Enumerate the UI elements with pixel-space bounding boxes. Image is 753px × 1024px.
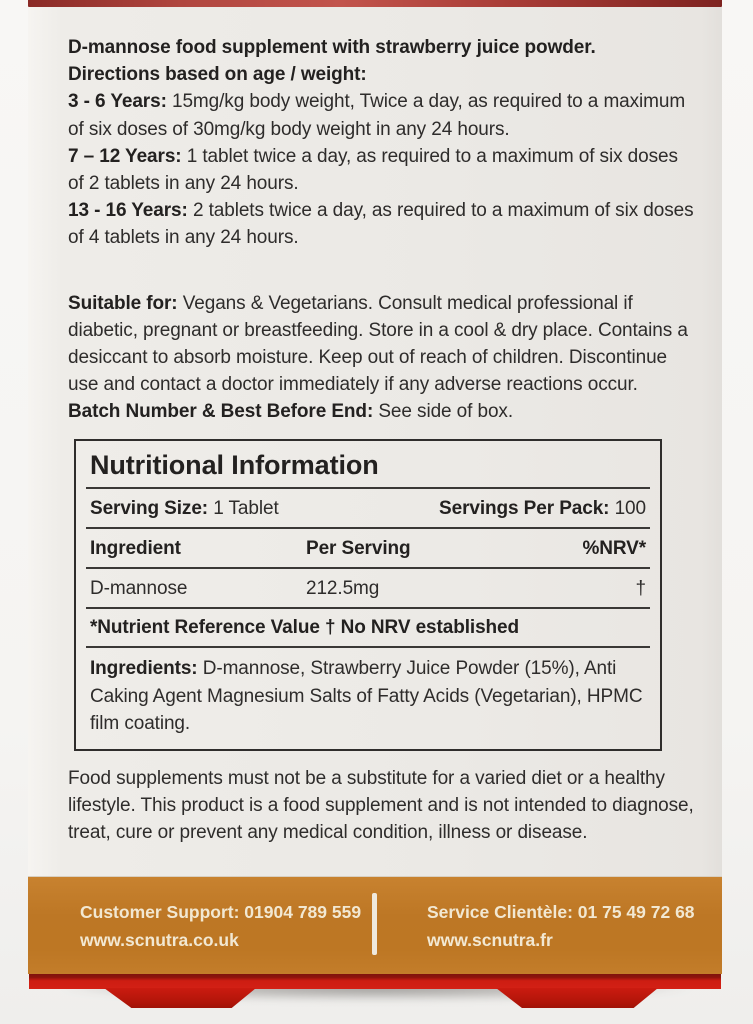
box-bottom-flaps <box>28 974 722 1014</box>
footer-contact-bar <box>28 876 722 974</box>
cell-nrv: † <box>635 578 646 600</box>
direction-text: 2 tablets twice a day, as required to a maximum of six doses of 4 tablets in any 24 hours. <box>68 200 694 249</box>
col-per-serving: Per Serving <box>306 537 411 559</box>
suitable-paragraph <box>68 290 698 399</box>
batch-label: Batch Number & Best Before End: <box>68 401 374 423</box>
ingredients-paragraph <box>76 648 660 749</box>
ingredients-label: Ingredients: <box>90 658 198 680</box>
table-header-row <box>76 529 660 567</box>
label-panel <box>28 7 722 876</box>
cell-ingredient: D-mannose <box>90 578 188 600</box>
bottom-flap-right <box>496 988 658 1009</box>
direction-age-label: 3 - 6 Years: <box>68 91 167 113</box>
footer-divider <box>372 893 377 955</box>
box-top-red-edge <box>28 0 722 7</box>
direction-age-label: 13 - 16 Years: <box>68 200 188 222</box>
col-ingredient: Ingredient <box>90 537 181 559</box>
legal-disclaimer: Food supplements must not be a substitute for a varied diet or a healthy lifestyle. This product is a food supplement and is not intended to diagnose, treat, cure or prevent any medical condition, illness or disease. <box>68 768 694 844</box>
batch-text: See side of box. <box>378 401 514 423</box>
suitability-block <box>68 290 698 426</box>
suitable-text: Vegans & Vegetarians. Consult medical professional if diabetic, pregnant or breastfeeding. Store in a cool & dry place. Contains a desiccant to absorb moisture. Keep out of reach of children. Discontinue use and contact a doctor immediately if any adverse reactions occur. <box>68 292 688 396</box>
direction-text: 15mg/kg body weight, Twice a day, as required to a maximum of six doses of 30mg/kg body weight in any 24 hours. <box>68 91 686 140</box>
bottom-red-strip <box>29 974 721 989</box>
product-title <box>68 34 698 61</box>
direction-line-13-16 <box>68 197 698 251</box>
service-clientele-line: Service Clientèle: 01 75 49 72 68 <box>427 901 695 922</box>
table-row <box>76 569 660 607</box>
direction-age-label: 7 – 12 Years: <box>68 145 182 167</box>
customer-support-line: Customer Support: 01904 789 559 <box>80 901 362 922</box>
ingredients-text: D-mannose, Strawberry Juice Powder (15%), Anti Caking Agent Magnesium Salts of Fatty Acids (Vegetarian), HPMC film coating. <box>90 658 643 734</box>
batch-line <box>68 398 698 425</box>
direction-text: 1 tablet twice a day, as required to a maximum of six doses of 2 tablets in any 24 hours. <box>68 145 678 195</box>
fr-website: www.scnutra.fr <box>427 929 553 950</box>
serving-row <box>76 489 660 527</box>
box-back-panel <box>28 0 722 1014</box>
direction-line-3-6 <box>68 88 698 142</box>
nrv-footnote: *Nutrient Reference Value † No NRV established <box>90 617 520 639</box>
nutrition-title: Nutritional Information <box>90 449 379 480</box>
uk-website: www.scnutra.co.uk <box>80 929 239 950</box>
servings-per-pack: Servings Per Pack: 100 <box>439 497 646 519</box>
suitable-label: Suitable for: <box>68 292 178 314</box>
product-title-text: D-mannose food supplement with strawberry juice powder. <box>68 37 596 58</box>
footer-uk-contact <box>28 898 372 954</box>
col-nrv: %NRV* <box>582 537 646 559</box>
footer-fr-contact <box>372 898 695 954</box>
serving-size: Serving Size: 1 Tablet <box>90 497 279 519</box>
cell-per-serving: 212.5mg <box>306 578 380 600</box>
nutrition-table <box>74 439 662 751</box>
bottom-flap-left <box>104 988 256 1009</box>
direction-line-7-12 <box>68 143 698 197</box>
directions-heading: Directions based on age / weight: <box>68 64 367 86</box>
